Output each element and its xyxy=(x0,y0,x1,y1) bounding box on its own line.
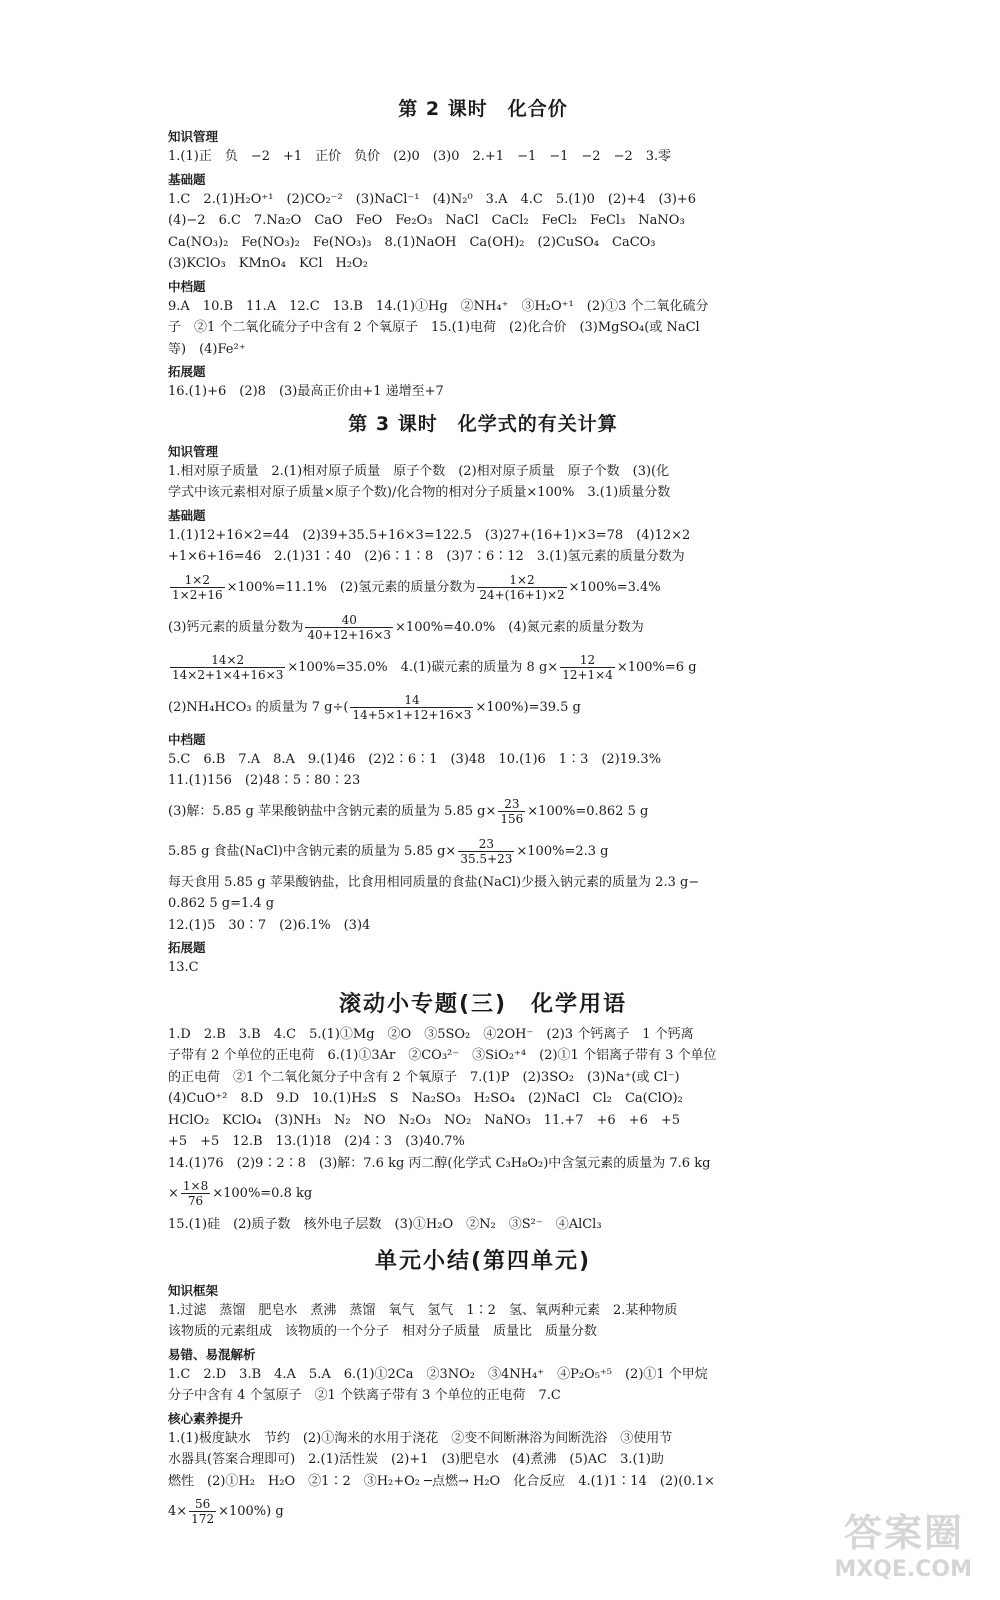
math-line: (3)钙元素的质量分数为 $\frac{40}{40+12+16\times 3}$ ×100%=40.0% (4)氮元素的质量分数为 xyxy=(168,612,644,642)
heading-framework: 知识框架 xyxy=(168,1282,219,1298)
text-line: (4)−2 6.C 7.Na₂O CaO FeO Fe₂O₃ NaCl CaCl₂ FeCl₂ FeCl₃ NaNO₃ xyxy=(168,213,685,228)
answer-page xyxy=(168,88,798,1532)
watermark-url: MXQE.COM xyxy=(834,1557,972,1582)
watermark-logo xyxy=(802,1502,972,1582)
text-line: 1.(1)正 负 −2 +1 正价 负价 (2)0 (3)0 2.+1 −1 −1 −2 −2 3.零 xyxy=(168,149,672,164)
text-line: 16.(1)+6 (2)8 (3)最高正价由+1 递增至+7 xyxy=(168,384,444,399)
math-line: 4× $\frac{56}{172}$ ×100%) g xyxy=(168,1497,284,1526)
text-line: 分子中含有 4 个氢原子 ②1 个铁离子带有 3 个单位的正电荷 7.C xyxy=(168,1388,561,1403)
text-line: Ca(NO₃)₂ Fe(NO₃)₂ Fe(NO₃)₃ 8.(1)NaOH Ca(OH)₂ (2)CuSO₄ CaCO₃ xyxy=(168,234,656,250)
text-line: 子带有 2 个单位的正电荷 6.(1)①3Ar ②CO₃²⁻ ③SiO₂⁺⁴ (2)①1 个铝离子带有 3 个单位 xyxy=(168,1048,717,1063)
fraction: $\frac{14}{14+5\times 1+12+16\times 3}$ xyxy=(352,692,472,722)
text-line: 每天食用 5.85 g 苹果酸钠盐，比食用相同质量的食盐(NaCl)少摄入钠元素的质量为 2.3 g− xyxy=(168,874,700,890)
text-line: (3)KClO₃ KMnO₄ KCl H₂O₂ xyxy=(168,256,368,271)
math-line: $\frac{1\times 2}{1\times 2+16}$ ×100%=11.1% (2)氢元素的质量分数为 $\frac{1\times 2}{24+(16+1)\times 2}$ ×100%=3.4% xyxy=(172,572,661,602)
text-line: 12.(1)5 30∶7 (2)6.1% (3)4 xyxy=(168,917,371,933)
text-line: 1.(1)极度缺水 节约 (2)①淘米的水用于浇花 ②变不间断淋浴为间断洗浴 ③使用节 xyxy=(168,1430,673,1446)
text-line: 1.C 2.(1)H₂O⁺¹ (2)CO₂⁻² (3)NaCl⁻¹ (4)N₂⁰ 3.A 4.C 5.(1)0 (2)+4 (3)+6 xyxy=(168,191,697,207)
text-line: 1.相对原子质量 2.(1)相对原子质量 原子个数 (2)相对原子质量 原子个数 (3)(化 xyxy=(168,463,670,479)
section-title-chem-terms: 滚动小专题(三) 化学用语 xyxy=(338,991,628,1017)
heading-knowledge: 知识管理 xyxy=(168,443,219,459)
fraction: $\frac{14\times 2}{14\times 2+1\times 4+16\times 3}$ xyxy=(172,652,284,682)
fraction: $\frac{1\times 8}{76}$ xyxy=(182,1179,209,1208)
text-line: 该物质的元素组成 该物质的一个分子 相对分子质量 质量比 质量分数 xyxy=(168,1324,598,1339)
fraction: $\frac{1\times 2}{24+(16+1)\times 2}$ xyxy=(479,572,565,602)
section-title-formula-calc: 第 3 课时 化学式的有关计算 xyxy=(348,412,618,435)
section-title-valence: 第 2 课时 化合价 xyxy=(398,98,568,120)
math-line: (2)NH₄HCO₃ 的质量为 7 g÷( $\frac{14}{14+5\times 1+12+16\times 3}$ ×100%)=39.5 g xyxy=(168,692,581,722)
text-line: 1.(1)12+16×2=44 (2)39+35.5+16×3=122.5 (3)27+(16+1)×3=78 (4)12×2 xyxy=(168,527,691,543)
heading-core: 核心素养提升 xyxy=(168,1410,244,1426)
section-title-unit-summary: 单元小结(第四单元) xyxy=(374,1248,592,1274)
text-line: 5.C 6.B 7.A 8.A 9.(1)46 (2)2∶6∶1 (3)48 10.(1)6 1∶3 (2)19.3% xyxy=(168,751,662,767)
math-line: × $\frac{1\times 8}{76}$ ×100%=0.8 kg xyxy=(168,1179,313,1208)
text-line: 1.D 2.B 3.B 4.C 5.(1)①Mg ②O ③5SO₂ ④2OH⁻ (2)3 个钙离子 1 个钙离 xyxy=(168,1026,694,1042)
text-line: 11.(1)156 (2)48∶5∶80∶23 xyxy=(168,773,361,788)
text-line: (4)CuO⁺² 8.D 9.D 10.(1)H₂S S Na₂SO₃ H₂SO₄ (2)NaCl Cl₂ Ca(ClO)₂ xyxy=(168,1091,683,1106)
heading-middle: 中档题 xyxy=(168,278,206,294)
text-line: 子 ②1 个二氧化硫分子中含有 2 个氧原子 15.(1)电荷 (2)化合价 (3)MgSO₄(或 NaCl xyxy=(168,320,700,335)
text-line: 学式中该元素相对原子质量×原子个数)/化合物的相对分子质量×100% 3.(1)质量分数 xyxy=(168,485,671,500)
text-line: 0.862 5 g=1.4 g xyxy=(168,896,275,911)
heading-extension: 拓展题 xyxy=(168,940,206,955)
text-line: 水器具(答案合理即可) 2.(1)活性炭 (2)+1 (3)肥皂水 (4)煮沸 (5)AC 3.(1)助 xyxy=(168,1452,664,1467)
heading-middle: 中档题 xyxy=(168,731,206,747)
fraction: $\frac{40}{40+12+16\times 3}$ xyxy=(307,612,392,642)
math-line: $\frac{14\times 2}{14\times 2+1\times 4+16\times 3}$ ×100%=35.0% 4.(1)碳元素的质量为 8 g× $\frac{12}{12+1\times 4}$ ×100%=6 g xyxy=(172,652,697,682)
text-line: +1×6+16=46 2.(1)31∶40 (2)6∶1∶8 (3)7∶6∶12 3.(1)氢元素的质量分数为 xyxy=(168,549,685,564)
text-line: 15.(1)硅 (2)质子数 核外电子层数 (3)①H₂O ②N₂ ③S²⁻ ④AlCl₃ xyxy=(168,1217,602,1232)
text-line: 9.A 10.B 11.A 12.C 13.B 14.(1)①Hg ②NH₄⁺ ③H₂O⁺¹ (2)①3 个二氧化硫分 xyxy=(168,298,709,314)
text-line: 等) (4)Fe²⁺ xyxy=(168,341,246,357)
heading-basic: 基础题 xyxy=(168,171,206,187)
fraction: $\frac{12}{12+1\times 4}$ xyxy=(562,652,613,682)
heading-knowledge: 知识管理 xyxy=(168,129,219,144)
math-line: 5.85 g 食盐(NaCl)中含钠元素的质量为 5.85 g× $\frac{23}{35.5+23}$ ×100%=2.3 g xyxy=(168,836,609,866)
text-line: 的正电荷 ②1 个二氧化氮分子中含有 2 个氧原子 7.(1)P (2)3SO₂ (3)Na⁺(或 Cl⁻) xyxy=(168,1069,680,1085)
text-line: HClO₂ KClO₄ (3)NH₃ N₂ NO N₂O₃ NO₂ NaNO₃ 11.+7 +6 +6 +5 xyxy=(168,1112,681,1128)
fraction: $\frac{1\times 2}{1\times 2+16}$ xyxy=(172,572,223,602)
fraction: $\frac{23}{156}$ xyxy=(500,796,524,826)
text-line: 1.C 2.D 3.B 4.A 5.A 6.(1)①2Ca ②3NO₂ ③4NH₄⁺ ④P₂O₅⁺⁵ (2)①1 个甲烷 xyxy=(168,1366,708,1382)
fraction: $\frac{56}{172}$ xyxy=(191,1497,215,1526)
heading-extension: 拓展题 xyxy=(168,364,206,379)
text-line: 燃性 (2)①H₂ H₂O ②1∶2 ③H₂+O₂ ─点燃→ H₂O 化合反应 4.(1)1∶14 (2)(0.1× xyxy=(168,1473,715,1489)
heading-errors: 易错、易混解析 xyxy=(168,1346,256,1362)
text-line: 14.(1)76 (2)9∶2∶8 (3)解：7.6 kg 丙二醇(化学式 C₃H₈O₂)中含氢元素的质量为 7.6 kg xyxy=(168,1155,711,1171)
text-line: 1.过滤 蒸馏 肥皂水 煮沸 蒸馏 氧气 氢气 1∶2 氢、氧两种元素 2.某种物质 xyxy=(168,1302,678,1318)
heading-basic: 基础题 xyxy=(168,507,206,523)
watermark-text: 答案圈 xyxy=(843,1511,964,1555)
text-line: +5 +5 12.B 13.(1)18 (2)4∶3 (3)40.7% xyxy=(168,1134,465,1149)
text-line: 13.C xyxy=(168,960,199,975)
fraction: $\frac{23}{35.5+23}$ xyxy=(460,836,513,866)
math-line: (3)解：5.85 g 苹果酸钠盐中含钠元素的质量为 5.85 g× $\frac{23}{156}$ ×100%=0.862 5 g xyxy=(168,796,649,826)
